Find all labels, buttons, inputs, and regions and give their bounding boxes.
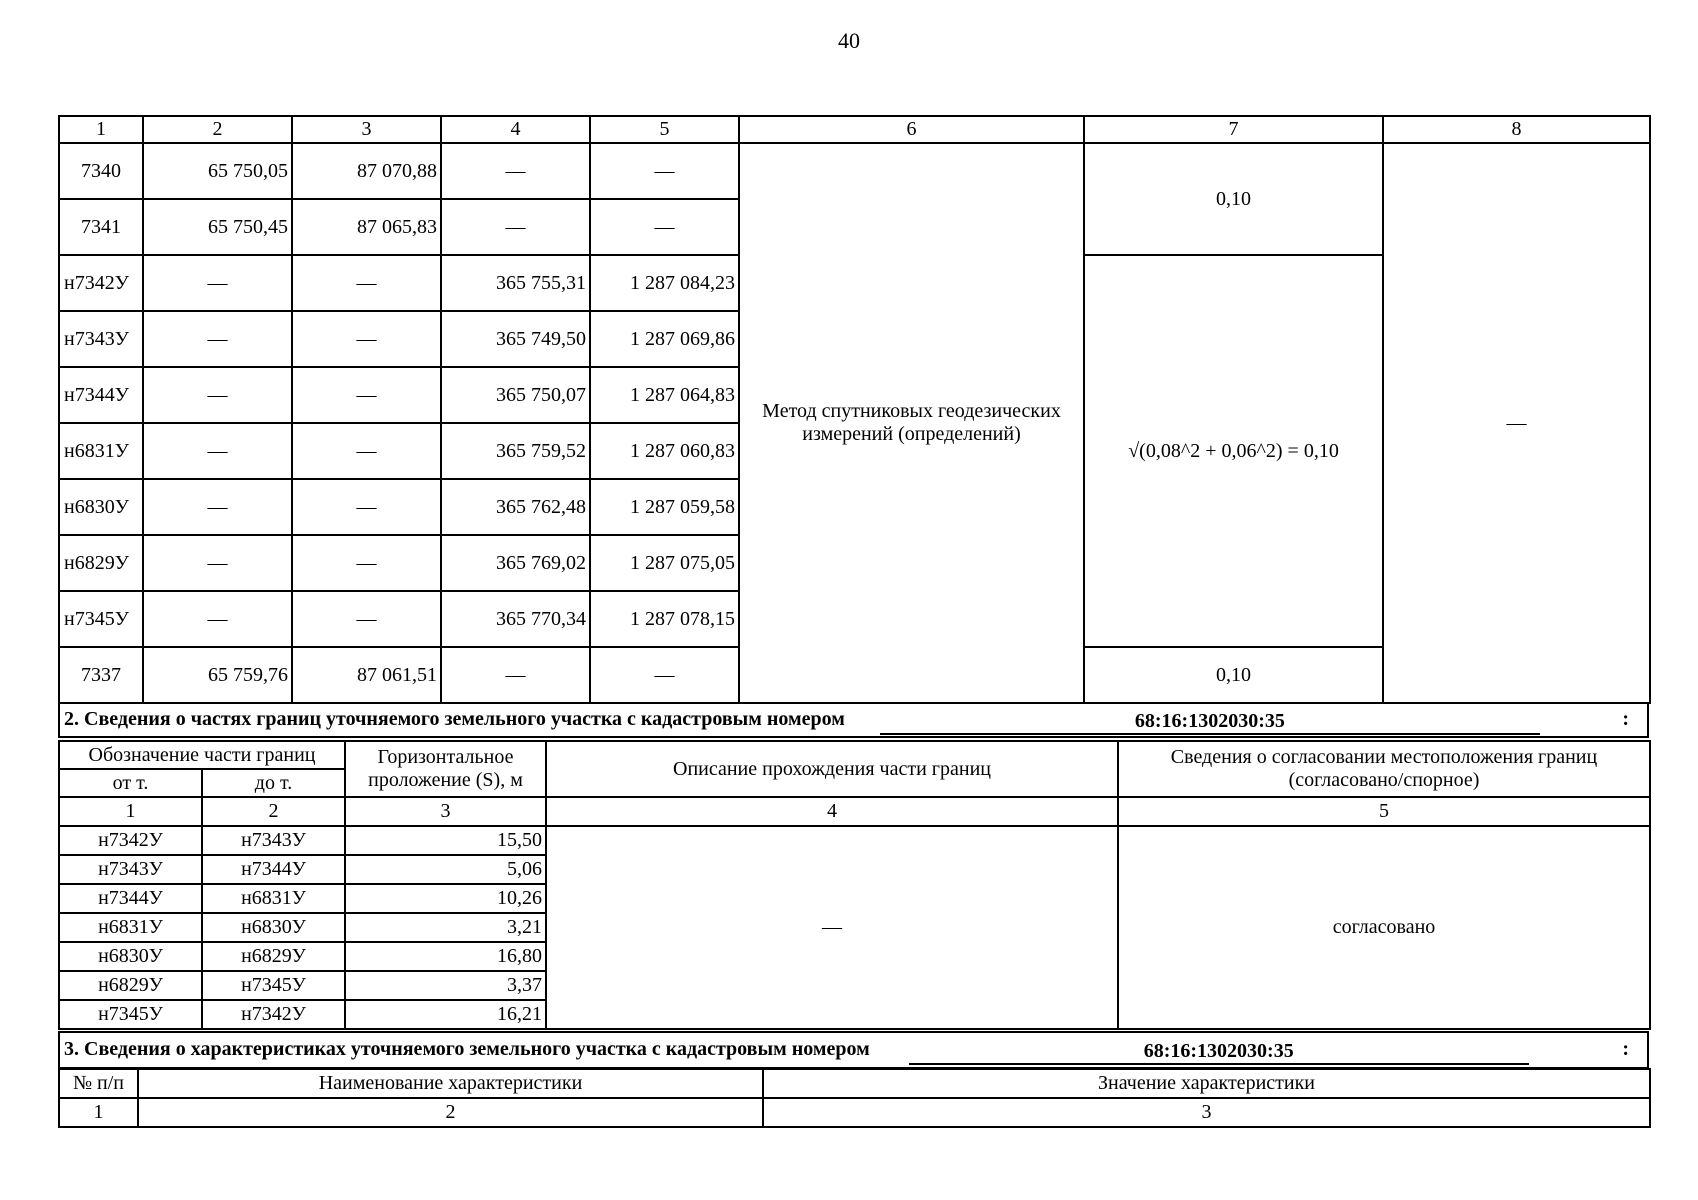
name-header: Наименование характеристики <box>138 1069 763 1098</box>
method-cell: Метод спутниковых геодезических измерений (определений) <box>739 143 1084 703</box>
point-id: 7341 <box>59 199 143 255</box>
point-x-new: 365 762,48 <box>441 479 590 535</box>
col-number: 1 <box>59 1098 138 1127</box>
from-point: н6830У <box>59 942 202 971</box>
number-header: № п/п <box>59 1069 138 1098</box>
point-y-old: — <box>292 479 441 535</box>
section3-title-row <box>59 1032 1648 1068</box>
horizontal-value: 16,21 <box>345 1000 546 1029</box>
to-point: н7345У <box>202 971 345 1000</box>
agreement-header: Сведения о согласовании местоположения границ (согласовано/спорное) <box>1118 741 1650 797</box>
point-x-old: — <box>143 311 292 367</box>
point-x-new: 365 770,34 <box>441 591 590 647</box>
point-y-old: — <box>292 255 441 311</box>
characteristics-header-row <box>59 1069 1650 1098</box>
horizontal-value: 3,37 <box>345 971 546 1000</box>
point-y-old: 87 065,83 <box>292 199 441 255</box>
point-x-new: 365 755,31 <box>441 255 590 311</box>
point-y-new: 1 287 060,83 <box>590 423 739 479</box>
point-x-new: 365 769,02 <box>441 535 590 591</box>
point-y-new: 1 287 075,05 <box>590 535 739 591</box>
point-x-old: 65 750,45 <box>143 199 292 255</box>
horizontal-value: 10,26 <box>345 884 546 913</box>
point-x-old: — <box>143 479 292 535</box>
point-x-old: — <box>143 535 292 591</box>
page-number: 40 <box>838 28 860 53</box>
point-y-new: — <box>590 199 739 255</box>
point-x-new: — <box>441 647 590 703</box>
to-point: н6830У <box>202 913 345 942</box>
point-id: н6829У <box>59 535 143 591</box>
designation-header: Обозначение части границ <box>59 741 345 769</box>
point-y-old: — <box>292 311 441 367</box>
points-col-header: 2 <box>143 116 292 143</box>
from-header: от т. <box>59 769 202 797</box>
section3-cadastral-number: 68:16:1302030:35 <box>909 1040 1529 1065</box>
points-col-header: 5 <box>590 116 739 143</box>
to-point: н6831У <box>202 884 345 913</box>
accuracy-middle-cell: √(0,08^2 + 0,06^2) = 0,10 <box>1084 255 1383 647</box>
col-number: 2 <box>202 797 345 826</box>
point-y-old: 87 070,88 <box>292 143 441 199</box>
points-col-header: 7 <box>1084 116 1383 143</box>
point-y-old: — <box>292 423 441 479</box>
col-number: 5 <box>1118 797 1650 826</box>
description-value: — <box>546 826 1118 1029</box>
section2-cadastral-number: 68:16:1302030:35 <box>880 710 1540 735</box>
col8-cell: — <box>1383 143 1650 703</box>
point-id: н7342У <box>59 255 143 311</box>
boundary-parts-table <box>58 740 1651 1030</box>
point-y-old: — <box>292 591 441 647</box>
horizontal-value: 5,06 <box>345 855 546 884</box>
to-point: н6829У <box>202 942 345 971</box>
from-point: н7344У <box>59 884 202 913</box>
point-x-new: 365 750,07 <box>441 367 590 423</box>
section3-title: 3. Сведения о характеристиках уточняемого земельного участка с кадастровым номером <box>64 1037 870 1060</box>
point-id: 7337 <box>59 647 143 703</box>
from-point: н7343У <box>59 855 202 884</box>
point-y-old: 87 061,51 <box>292 647 441 703</box>
section2-title: 2. Сведения о частях границ уточняемого земельного участка с кадастровым номером <box>64 707 845 730</box>
points-col-header: 3 <box>292 116 441 143</box>
description-header: Описание прохождения части границ <box>546 741 1118 797</box>
col-number: 2 <box>138 1098 763 1127</box>
point-y-new: — <box>590 143 739 199</box>
from-point: н6829У <box>59 971 202 1000</box>
point-id: 7340 <box>59 143 143 199</box>
points-header-row <box>59 116 1650 143</box>
point-y-old: — <box>292 535 441 591</box>
points-col-header: 4 <box>441 116 590 143</box>
table-row <box>59 143 1650 199</box>
point-y-old: — <box>292 367 441 423</box>
characteristics-numbers-row <box>59 1098 1650 1127</box>
point-y-new: 1 287 078,15 <box>590 591 739 647</box>
section2-colon: : <box>1622 707 1629 730</box>
from-point: н7345У <box>59 1000 202 1029</box>
to-header: до т. <box>202 769 345 797</box>
point-x-new: — <box>441 199 590 255</box>
horizontal-header: Горизонтальное проложение (S), м <box>345 741 546 797</box>
from-point: н7342У <box>59 826 202 855</box>
to-point: н7344У <box>202 855 345 884</box>
to-point: н7342У <box>202 1000 345 1029</box>
section3-title-table <box>58 1031 1649 1069</box>
section2-title-row <box>59 703 1648 737</box>
point-y-new: 1 287 084,23 <box>590 255 739 311</box>
horizontal-value: 3,21 <box>345 913 546 942</box>
point-x-old: — <box>143 423 292 479</box>
point-x-old: — <box>143 255 292 311</box>
accuracy-top-cell: 0,10 <box>1084 143 1383 255</box>
point-x-new: 365 749,50 <box>441 311 590 367</box>
agreement-value: согласовано <box>1118 826 1650 1029</box>
to-point: н7343У <box>202 826 345 855</box>
point-x-old: 65 750,05 <box>143 143 292 199</box>
section3-colon: : <box>1622 1037 1629 1060</box>
point-x-old: — <box>143 591 292 647</box>
point-id: н6831У <box>59 423 143 479</box>
point-y-new: 1 287 069,86 <box>590 311 739 367</box>
point-id: н7345У <box>59 591 143 647</box>
table-row <box>59 826 1650 855</box>
col-number: 4 <box>546 797 1118 826</box>
horizontal-value: 15,50 <box>345 826 546 855</box>
points-col-header: 8 <box>1383 116 1650 143</box>
boundary-numbers-row <box>59 797 1650 826</box>
point-y-new: — <box>590 647 739 703</box>
value-header: Значение характеристики <box>763 1069 1650 1098</box>
boundary-header-row <box>59 741 1650 769</box>
point-y-new: 1 287 064,83 <box>590 367 739 423</box>
point-x-old: 65 759,76 <box>143 647 292 703</box>
point-id: н7343У <box>59 311 143 367</box>
points-col-header: 6 <box>739 116 1084 143</box>
horizontal-value: 16,80 <box>345 942 546 971</box>
col-number: 3 <box>345 797 546 826</box>
characteristics-table <box>58 1068 1651 1128</box>
from-point: н6831У <box>59 913 202 942</box>
point-y-new: 1 287 059,58 <box>590 479 739 535</box>
point-id: н7344У <box>59 367 143 423</box>
points-table <box>58 115 1651 704</box>
point-id: н6830У <box>59 479 143 535</box>
col-number: 1 <box>59 797 202 826</box>
point-x-new: — <box>441 143 590 199</box>
point-x-old: — <box>143 367 292 423</box>
accuracy-bottom-cell: 0,10 <box>1084 647 1383 703</box>
point-x-new: 365 759,52 <box>441 423 590 479</box>
section2-title-table <box>58 702 1649 738</box>
col-number: 3 <box>763 1098 1650 1127</box>
points-col-header: 1 <box>59 116 143 143</box>
